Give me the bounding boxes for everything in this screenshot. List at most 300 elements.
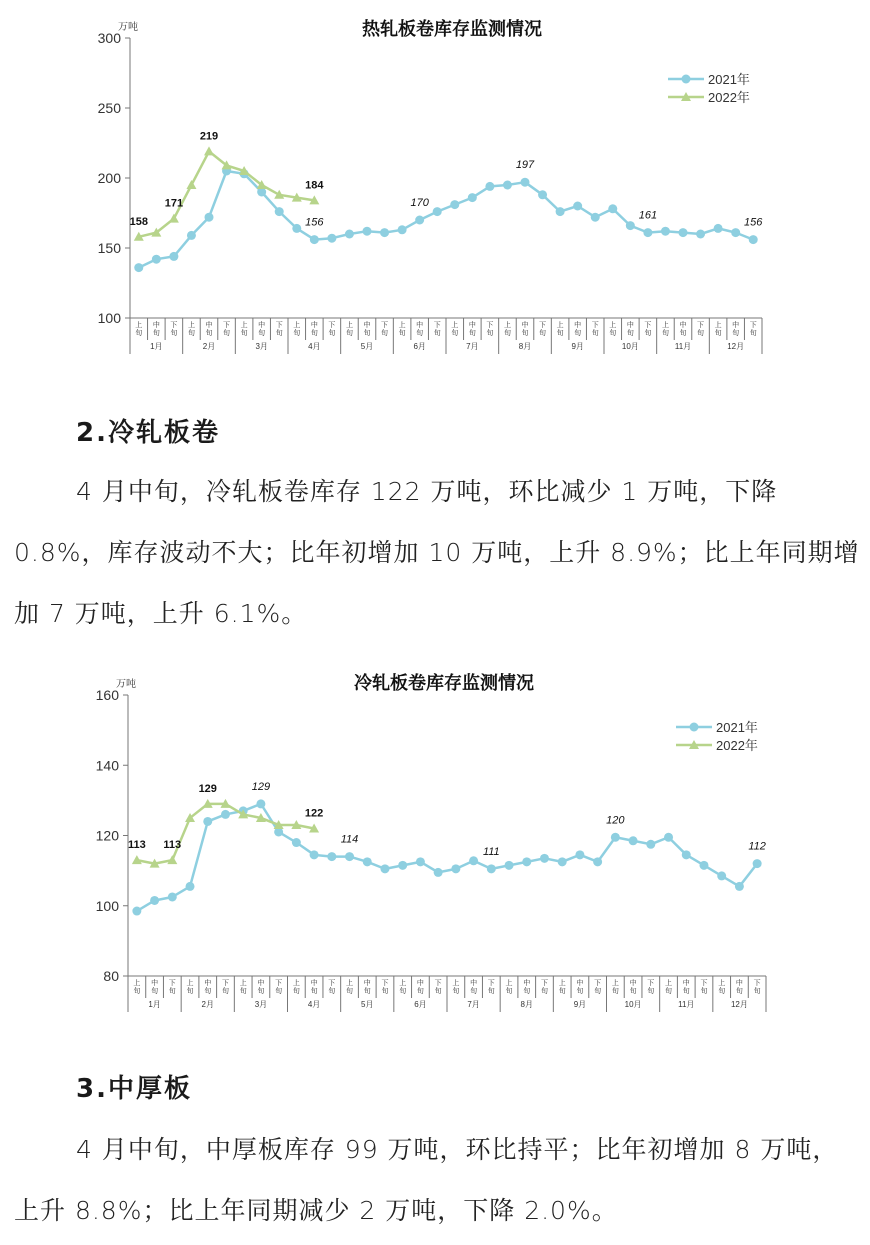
period-label-char: 旬 bbox=[275, 330, 283, 337]
month-label: 7月 bbox=[466, 342, 479, 351]
period-label-char: 旬 bbox=[239, 988, 247, 995]
data-point-circle bbox=[696, 230, 705, 239]
period-label-char: 旬 bbox=[363, 988, 371, 995]
month-label: 4月 bbox=[307, 1000, 321, 1009]
month-label: 2月 bbox=[201, 1000, 214, 1009]
series-line-0 bbox=[139, 171, 753, 268]
period-label bbox=[576, 978, 583, 995]
period-label-char: 下 bbox=[328, 322, 336, 329]
period-label bbox=[153, 320, 160, 337]
period-label-char: 旬 bbox=[275, 988, 283, 995]
period-label bbox=[293, 978, 300, 995]
period-label-char: 旬 bbox=[735, 988, 743, 995]
period-label bbox=[346, 978, 353, 995]
period-label bbox=[416, 320, 423, 337]
data-point-circle bbox=[275, 207, 284, 216]
data-label: 111 bbox=[482, 845, 500, 858]
data-point-circle bbox=[327, 234, 336, 243]
period-label-char: 下 bbox=[223, 322, 231, 329]
period-label-char: 旬 bbox=[310, 330, 318, 337]
period-label bbox=[188, 320, 195, 337]
period-label-char: 下 bbox=[170, 322, 178, 329]
period-label bbox=[612, 978, 619, 995]
data-label: 112 bbox=[748, 840, 766, 853]
period-label-char: 旬 bbox=[221, 988, 229, 995]
paragraph-text: 4 月中旬，中厚板库存 99 万吨，环比持平；比年初增加 8 万吨，上升 8.8%；比上年同期减少 2 万吨，下降 2.0%。 bbox=[14, 1135, 839, 1225]
y-tick-label: 160 bbox=[95, 687, 119, 703]
period-label-char: 旬 bbox=[665, 988, 673, 995]
y-tick-label: 300 bbox=[97, 30, 121, 46]
month-label: 10月 bbox=[621, 342, 639, 351]
period-label-char: 中 bbox=[626, 322, 634, 329]
data-point-circle bbox=[661, 227, 670, 236]
month-label: 5月 bbox=[360, 342, 374, 351]
paragraph-text: 4 月中旬，冷轧板卷库存 122 万吨，环比减少 1 万吨，下降 0.8%，库存波动不大；比年初增加 10 万吨，上升 8.9%；比上年同期增加 7 万吨，上升 6.1%。 bbox=[14, 477, 860, 628]
period-label-char: 上 bbox=[505, 980, 513, 987]
data-point-circle bbox=[735, 882, 744, 891]
period-label-char: 上 bbox=[714, 322, 722, 329]
month-label: 8月 bbox=[518, 342, 532, 351]
period-label bbox=[644, 321, 651, 337]
period-label-char: 旬 bbox=[753, 988, 761, 995]
data-point-circle bbox=[345, 230, 354, 239]
data-point-circle bbox=[169, 252, 178, 261]
period-label-char: 旬 bbox=[204, 988, 212, 995]
period-label-char: 旬 bbox=[416, 330, 424, 337]
data-point-circle bbox=[398, 861, 407, 870]
data-label: 170 bbox=[410, 197, 429, 209]
period-label bbox=[328, 979, 335, 995]
data-point-circle bbox=[310, 850, 319, 859]
period-label-char: 旬 bbox=[718, 988, 726, 995]
period-label-char: 旬 bbox=[452, 988, 460, 995]
period-label bbox=[523, 978, 530, 995]
period-label-char: 旬 bbox=[363, 330, 371, 337]
data-point-circle bbox=[327, 852, 336, 861]
period-label-char: 上 bbox=[398, 322, 406, 329]
y-tick-label: 120 bbox=[95, 827, 119, 844]
period-label bbox=[135, 320, 142, 337]
data-point-circle bbox=[292, 838, 301, 847]
period-label-char: 旬 bbox=[434, 988, 442, 995]
data-point-circle bbox=[469, 856, 478, 865]
y-axis-unit: 万吨 bbox=[116, 679, 136, 690]
month-label: 12月 bbox=[730, 1000, 748, 1009]
period-label-char: 上 bbox=[451, 322, 459, 329]
period-label-char: 旬 bbox=[697, 330, 705, 337]
data-point-circle bbox=[699, 861, 708, 870]
period-label-char: 旬 bbox=[151, 988, 159, 995]
period-label-char: 旬 bbox=[540, 988, 548, 995]
period-label-char: 旬 bbox=[611, 988, 619, 995]
period-label-char: 下 bbox=[594, 980, 602, 987]
period-label-char: 旬 bbox=[503, 330, 511, 337]
period-label-char: 旬 bbox=[591, 330, 599, 337]
data-point-triangle bbox=[169, 214, 179, 223]
period-label bbox=[222, 979, 229, 995]
data-point-circle bbox=[591, 213, 600, 222]
period-label-char: 旬 bbox=[626, 330, 634, 337]
data-label: 114 bbox=[340, 833, 359, 846]
period-label bbox=[257, 978, 264, 995]
data-point-circle bbox=[717, 871, 726, 880]
data-label: 129 bbox=[251, 780, 271, 793]
period-label bbox=[187, 978, 194, 995]
data-point-circle bbox=[503, 181, 512, 190]
period-label-char: 旬 bbox=[732, 330, 740, 337]
period-label bbox=[206, 320, 213, 337]
data-point-circle bbox=[132, 907, 141, 916]
period-label-char: 下 bbox=[328, 980, 336, 987]
period-label bbox=[258, 320, 265, 337]
data-point-circle bbox=[380, 228, 389, 237]
period-label-char: 中 bbox=[310, 322, 318, 329]
period-label-char: 旬 bbox=[433, 330, 441, 337]
period-label-char: 中 bbox=[363, 980, 371, 987]
data-point-circle bbox=[187, 231, 196, 240]
period-label-char: 旬 bbox=[523, 988, 531, 995]
month-label: 12月 bbox=[727, 342, 745, 351]
data-point-circle bbox=[682, 850, 691, 859]
month-label: 8月 bbox=[520, 1000, 533, 1009]
data-point-circle bbox=[451, 864, 460, 873]
section-heading-cold-rolled: 2.冷轧板卷 bbox=[76, 418, 220, 448]
period-label bbox=[169, 979, 176, 995]
period-label bbox=[750, 321, 757, 337]
data-point-circle bbox=[398, 225, 407, 234]
period-label bbox=[293, 320, 300, 337]
hot-rolled-chart-svg bbox=[0, 0, 870, 365]
data-point-circle bbox=[664, 833, 673, 842]
period-label-char: 中 bbox=[416, 322, 424, 329]
data-point-circle bbox=[205, 213, 214, 222]
y-tick-label: 140 bbox=[95, 757, 119, 774]
period-label-char: 旬 bbox=[186, 988, 194, 995]
period-label bbox=[381, 979, 388, 995]
period-label-char: 旬 bbox=[714, 330, 722, 337]
period-label-char: 旬 bbox=[293, 330, 301, 337]
month-label: 1月 bbox=[148, 1000, 161, 1009]
y-tick-label: 150 bbox=[97, 240, 121, 256]
legend-label: 2022年 bbox=[716, 738, 758, 753]
month-label: 11月 bbox=[674, 342, 692, 351]
period-label-char: 旬 bbox=[398, 330, 406, 337]
period-label bbox=[223, 321, 230, 337]
period-label bbox=[133, 978, 140, 995]
month-label: 6月 bbox=[414, 1000, 427, 1009]
period-label-char: 下 bbox=[540, 980, 548, 987]
period-label-char: 中 bbox=[205, 322, 213, 329]
chart-title: 热轧板卷库存监测情况 bbox=[362, 19, 542, 39]
period-label-char: 旬 bbox=[328, 988, 336, 995]
period-label bbox=[381, 321, 388, 337]
period-label bbox=[697, 321, 704, 337]
period-label bbox=[469, 320, 476, 337]
period-label-char: 中 bbox=[152, 322, 160, 329]
data-point-circle bbox=[363, 227, 372, 236]
period-label-char: 旬 bbox=[749, 330, 757, 337]
period-label bbox=[452, 978, 459, 995]
period-label-char: 上 bbox=[503, 322, 511, 329]
period-label-char: 下 bbox=[644, 322, 652, 329]
cold-rolled-chart-svg bbox=[0, 660, 870, 1020]
period-label-char: 旬 bbox=[609, 330, 617, 337]
month-label: 2月 bbox=[202, 342, 216, 351]
period-label bbox=[539, 321, 546, 337]
period-label-char: 下 bbox=[275, 322, 283, 329]
period-label-char: 旬 bbox=[700, 988, 708, 995]
data-point-circle bbox=[629, 836, 638, 845]
period-label bbox=[627, 320, 634, 337]
data-label: 113 bbox=[163, 839, 182, 852]
period-label-char: 下 bbox=[433, 322, 441, 329]
period-label-char: 下 bbox=[539, 322, 547, 329]
month-label: 1月 bbox=[150, 342, 163, 351]
period-label-char: 旬 bbox=[240, 330, 248, 337]
period-label bbox=[715, 320, 722, 337]
hot-rolled-coil-inventory-chart bbox=[0, 0, 870, 365]
period-label-char: 上 bbox=[558, 980, 566, 987]
data-point-circle bbox=[415, 216, 424, 225]
data-point-circle bbox=[753, 859, 762, 868]
data-point-circle bbox=[646, 840, 655, 849]
data-point-circle bbox=[310, 235, 319, 244]
period-label-char: 旬 bbox=[629, 988, 637, 995]
month-label: 9月 bbox=[573, 1000, 587, 1009]
period-label-char: 中 bbox=[470, 980, 478, 987]
y-tick-label: 100 bbox=[97, 310, 121, 326]
period-label-char: 旬 bbox=[223, 330, 231, 337]
data-point-circle bbox=[380, 864, 389, 873]
data-point-circle bbox=[487, 864, 496, 873]
data-label: 184 bbox=[305, 179, 324, 192]
period-label-char: 旬 bbox=[468, 330, 476, 337]
period-label-char: 中 bbox=[310, 980, 318, 987]
period-label-char: 下 bbox=[647, 980, 655, 987]
data-label: 156 bbox=[305, 216, 324, 229]
period-label-char: 中 bbox=[732, 322, 740, 329]
period-label-char: 下 bbox=[275, 980, 283, 987]
data-point-circle bbox=[485, 182, 494, 191]
period-label-char: 下 bbox=[697, 322, 705, 329]
period-label bbox=[665, 978, 672, 995]
period-label-char: 旬 bbox=[505, 988, 513, 995]
period-label-char: 中 bbox=[258, 322, 266, 329]
data-point-circle bbox=[522, 857, 531, 866]
period-label-char: 旬 bbox=[416, 988, 424, 995]
period-label bbox=[276, 321, 283, 337]
data-label: 129 bbox=[198, 782, 217, 795]
period-label-char: 下 bbox=[700, 980, 708, 987]
y-tick-label: 250 bbox=[97, 100, 121, 116]
data-point-circle bbox=[593, 857, 602, 866]
period-label bbox=[486, 321, 493, 337]
period-label bbox=[417, 978, 424, 995]
data-point-circle bbox=[345, 852, 354, 861]
data-point-circle bbox=[521, 178, 530, 187]
month-label: 7月 bbox=[467, 1000, 480, 1009]
data-label: 219 bbox=[199, 130, 219, 143]
section-paragraph-medium-plate bbox=[14, 1119, 860, 1241]
month-label: 5月 bbox=[361, 1000, 374, 1009]
series-line-0 bbox=[137, 804, 757, 911]
data-point-circle bbox=[186, 882, 195, 891]
data-point-circle bbox=[749, 235, 758, 244]
period-label-char: 旬 bbox=[486, 330, 494, 337]
period-label bbox=[541, 979, 548, 995]
period-label-char: 旬 bbox=[647, 988, 655, 995]
period-label-char: 旬 bbox=[381, 330, 389, 337]
period-label-char: 下 bbox=[434, 980, 442, 987]
period-label-char: 下 bbox=[487, 980, 495, 987]
period-label bbox=[399, 978, 406, 995]
period-label bbox=[435, 979, 442, 995]
period-label bbox=[647, 979, 654, 995]
period-label-char: 旬 bbox=[346, 988, 354, 995]
data-point-circle bbox=[203, 817, 212, 826]
period-label bbox=[451, 320, 458, 337]
period-label-char: 旬 bbox=[135, 330, 143, 337]
period-label-char: 旬 bbox=[487, 988, 495, 995]
data-point-circle bbox=[168, 892, 177, 901]
period-label-char: 中 bbox=[151, 980, 159, 987]
period-label bbox=[522, 320, 529, 337]
data-label: 156 bbox=[744, 216, 763, 229]
data-point-circle bbox=[152, 255, 161, 264]
period-label-char: 中 bbox=[468, 322, 476, 329]
period-label bbox=[700, 979, 707, 995]
period-label-char: 旬 bbox=[682, 988, 690, 995]
y-tick-label: 80 bbox=[103, 968, 119, 984]
data-point-circle bbox=[292, 224, 301, 233]
period-label-char: 旬 bbox=[292, 988, 300, 995]
period-label bbox=[754, 979, 761, 995]
period-label bbox=[559, 978, 566, 995]
period-label-char: 旬 bbox=[574, 330, 582, 337]
data-label: 122 bbox=[304, 807, 324, 820]
month-label: 3月 bbox=[255, 342, 268, 351]
period-label bbox=[683, 978, 690, 995]
y-axis-unit: 万吨 bbox=[118, 22, 138, 33]
period-label-char: 旬 bbox=[558, 988, 566, 995]
period-label-char: 旬 bbox=[133, 988, 141, 995]
period-label-char: 中 bbox=[204, 980, 212, 987]
data-point-circle bbox=[643, 228, 652, 237]
data-point-circle bbox=[575, 850, 584, 859]
data-point-circle bbox=[679, 228, 688, 237]
data-point-circle bbox=[505, 861, 514, 870]
data-label: 158 bbox=[129, 215, 148, 228]
period-label-char: 上 bbox=[293, 322, 301, 329]
legend-label: 2021年 bbox=[716, 720, 758, 735]
period-label bbox=[240, 978, 247, 995]
legend-label: 2021年 bbox=[708, 72, 750, 87]
period-label-char: 中 bbox=[629, 980, 637, 987]
period-label bbox=[594, 979, 601, 995]
period-label bbox=[364, 320, 371, 337]
period-label-char: 上 bbox=[186, 980, 194, 987]
period-label bbox=[609, 320, 616, 337]
period-label bbox=[346, 320, 353, 337]
period-label-char: 下 bbox=[381, 322, 389, 329]
period-label-char: 中 bbox=[363, 322, 371, 329]
period-label-char: 旬 bbox=[187, 330, 195, 337]
data-label: 171 bbox=[164, 197, 184, 210]
period-label-char: 旬 bbox=[152, 330, 160, 337]
period-label-char: 上 bbox=[240, 322, 248, 329]
period-label-char: 中 bbox=[416, 980, 424, 987]
period-label bbox=[399, 320, 406, 337]
period-label-char: 下 bbox=[591, 322, 599, 329]
chart-title: 冷轧板卷库存监测情况 bbox=[354, 673, 534, 693]
period-label bbox=[275, 979, 282, 995]
month-label: 6月 bbox=[413, 342, 426, 351]
period-label-char: 上 bbox=[135, 322, 143, 329]
period-label-char: 上 bbox=[611, 980, 619, 987]
data-point-circle bbox=[450, 200, 459, 209]
period-label-char: 旬 bbox=[644, 330, 652, 337]
period-label-char: 上 bbox=[556, 322, 564, 329]
data-point-circle bbox=[363, 857, 372, 866]
period-label-char: 上 bbox=[345, 322, 353, 329]
period-label-char: 下 bbox=[168, 980, 176, 987]
data-point-circle bbox=[556, 207, 565, 216]
data-point-triangle bbox=[204, 146, 214, 155]
section-heading-medium-plate: 3.中厚板 bbox=[76, 1074, 192, 1104]
data-point-circle bbox=[433, 207, 442, 216]
period-label-char: 上 bbox=[239, 980, 247, 987]
period-label-char: 上 bbox=[661, 322, 669, 329]
period-label bbox=[504, 320, 511, 337]
period-label-char: 上 bbox=[452, 980, 460, 987]
period-label-char: 旬 bbox=[310, 988, 318, 995]
period-label-char: 旬 bbox=[257, 988, 265, 995]
period-label bbox=[630, 978, 637, 995]
section-paragraph-cold-rolled bbox=[14, 461, 860, 644]
period-label bbox=[311, 320, 318, 337]
period-label-char: 中 bbox=[679, 322, 687, 329]
period-label bbox=[574, 320, 581, 337]
data-label: 120 bbox=[606, 814, 625, 827]
period-label bbox=[204, 978, 211, 995]
period-label-char: 旬 bbox=[594, 988, 602, 995]
period-label-char: 上 bbox=[609, 322, 617, 329]
period-label bbox=[470, 978, 477, 995]
period-label-char: 中 bbox=[576, 980, 584, 987]
data-point-circle bbox=[714, 224, 723, 233]
period-label-char: 下 bbox=[381, 980, 389, 987]
period-label-char: 旬 bbox=[470, 988, 478, 995]
period-label bbox=[364, 978, 371, 995]
legend-marker-circle bbox=[690, 723, 699, 732]
data-point-circle bbox=[434, 868, 443, 877]
period-label-char: 上 bbox=[292, 980, 300, 987]
period-label-char: 中 bbox=[521, 322, 529, 329]
data-label: 113 bbox=[127, 839, 146, 852]
data-point-circle bbox=[608, 204, 617, 213]
period-label bbox=[488, 979, 495, 995]
month-label: 11月 bbox=[678, 1000, 695, 1009]
period-label bbox=[662, 320, 669, 337]
data-point-circle bbox=[150, 896, 159, 905]
period-label-char: 上 bbox=[346, 980, 354, 987]
period-label-char: 旬 bbox=[539, 330, 547, 337]
period-label bbox=[718, 978, 725, 995]
month-label: 3月 bbox=[254, 1000, 268, 1009]
data-label: 197 bbox=[515, 159, 535, 172]
period-label-char: 中 bbox=[257, 980, 265, 987]
period-label bbox=[170, 321, 177, 337]
